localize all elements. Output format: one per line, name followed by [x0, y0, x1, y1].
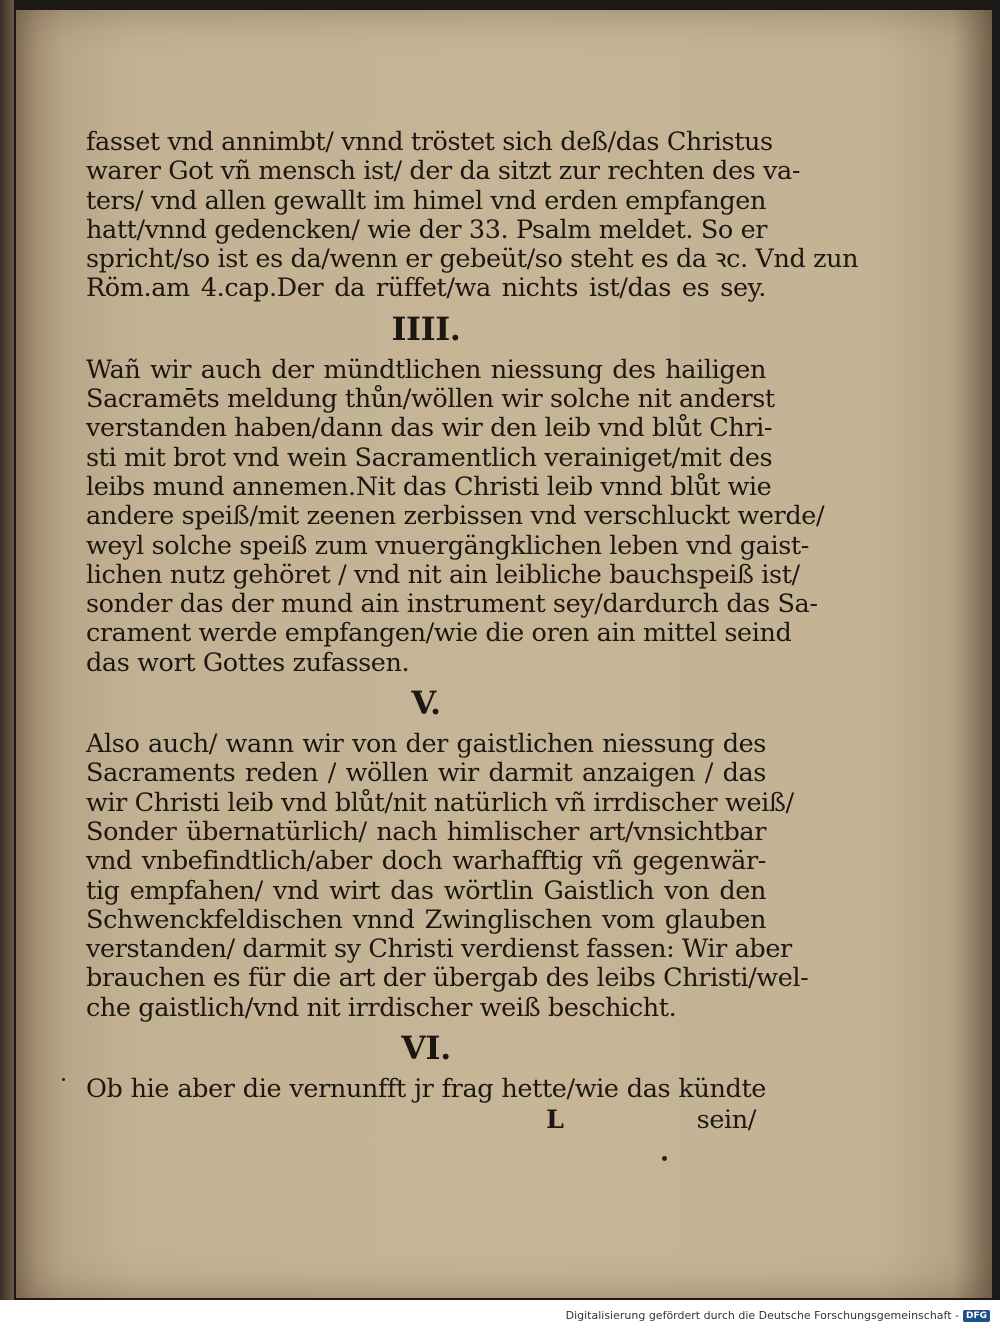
paragraph-5 [86, 729, 809, 1023]
text-line: andere speiß/mit zeenen zerbissen vnd verschluckt werde/ [86, 501, 825, 532]
text-line: crament werde empfangen/wie die oren ain mittel seind [86, 618, 792, 649]
dfg-logo: DFG [963, 1310, 990, 1322]
text-line: sonder das der mund ain instrument sey/dardurch das Sa- [86, 589, 818, 620]
catchword: sein/ [696, 1105, 756, 1136]
text-line: Sonder übernatürlich/ nach himlischer art/vnsichtbar [86, 816, 766, 847]
text-line: tig empfahen/ vnd wirt das wörtlin Gaistlich von den [86, 875, 766, 906]
digitization-credit [566, 1309, 990, 1322]
section-heading-4: IIII. [391, 309, 461, 348]
text-line: das wort Gottes zufassen. [86, 647, 410, 678]
book-binding-edge [0, 0, 14, 1300]
text-line: sti mit brot vnd wein Sacramentlich verainiget/mit des [86, 442, 773, 473]
text-line: hatt/vnnd gedencken/ wie der 33. Psalm meldet. So er [86, 214, 768, 245]
text-line: brauchen es für die art der übergab des leibs Christi/wel- [86, 963, 809, 994]
paragraph-6 [86, 1075, 766, 1104]
section-heading-6: VI. [401, 1029, 451, 1068]
text-line: Röm.am 4.cap.Der da rüffet/wa nichts ist/das es sey. [86, 273, 766, 304]
text-line: ters/ vnd allen gewallt im himel vnd erden empfangen [86, 185, 766, 216]
ink-speck [662, 1156, 667, 1161]
text-line: Ob hie aber die vernunfft jr frag hette/wie das kündte [86, 1074, 766, 1105]
text-line: wir Christi leib vnd blůt/nit natürlich vñ irrdischer weiß/ [86, 787, 794, 818]
text-line: verstanden haben/dann das wir den leib vnd blůt Chri- [86, 413, 773, 444]
text-line: fasset vnd annimbt/ vnnd tröstet sich deß/das Christus [86, 127, 773, 157]
text-line: Sacraments reden / wöllen wir darmit anzaigen / das [86, 758, 766, 789]
text-line: Wañ wir auch der mündtlichen niessung des hailigen [86, 354, 766, 385]
page-footer [86, 1106, 766, 1135]
text-line: Also auch/ wann wir von der gaistlichen niessung des [86, 729, 766, 760]
section-heading-5: V. [411, 684, 441, 723]
credit-text: Digitalisierung gefördert durch die Deutsche Forschungsgemeinschaft - [565, 1309, 959, 1322]
text-line: vnd vnbefindtlich/aber doch warhafftig vñ gegenwär- [86, 846, 766, 877]
text-line: che gaistlich/vnd nit irrdischer weiß beschicht. [86, 992, 677, 1023]
text-line: weyl solche speiß zum vnuergängklichen leben vnd gaist- [86, 530, 809, 561]
text-line: verstanden/ darmit sy Christi verdienst fassen: Wir aber [86, 934, 792, 965]
text-line: lichen nutz gehöret / vnd nit ain leibliche bauchspeiß ist/ [86, 559, 800, 590]
signature-mark: L [546, 1105, 565, 1136]
text-line: Schwenckfeldischen vnnd Zwinglischen vom glauben [86, 904, 766, 935]
text-line: warer Got vñ mensch ist/ der da sitzt zur rechten des va- [86, 156, 801, 187]
page-text [86, 127, 859, 1136]
paragraph-intro [86, 127, 859, 304]
text-line: Sacramēts meldung thůn/wöllen wir solche nit anderst [86, 384, 775, 415]
text-line: leibs mund annemen.Nit das Christi leib vnnd blůt wie [86, 471, 772, 502]
text-line: spricht/so ist es da/wenn er gebeüt/so steht es da ꝛc. Vnd zun [86, 244, 859, 275]
ink-speck [62, 1078, 65, 1081]
paragraph-4 [86, 354, 825, 678]
